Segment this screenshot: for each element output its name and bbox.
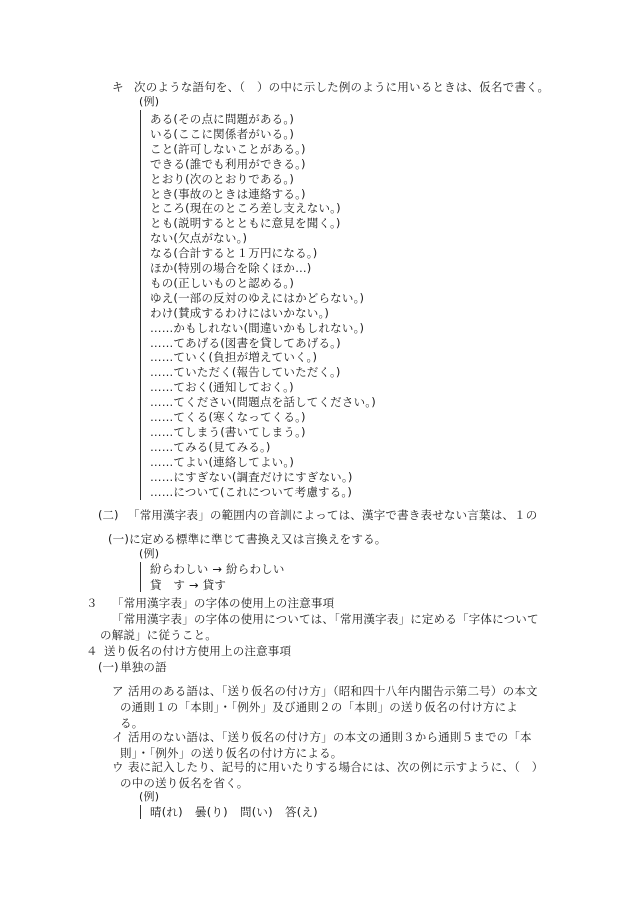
ki-example-item: とき(事故のときは連絡する。) [150, 186, 306, 201]
ki-example-item: わけ(賛成するわけにはいかない。) [150, 305, 330, 320]
item-u-line2: の中の送り仮名を省く。 [120, 776, 249, 790]
ki-example-item: できる(誰でも利用ができる。) [150, 156, 306, 171]
ki-intro-text: 次のような語句を、（ ）の中に示した例のように用いるときは、仮名で書く。 [134, 80, 550, 94]
item-marker-ki: キ [112, 80, 124, 94]
section2-example-label: (例) [139, 547, 160, 560]
section4-example-1: 晴(れ) [150, 805, 183, 819]
section2-line2: (一)に定める標準に準じて書換え又は言換えをする。 [108, 532, 387, 546]
sub1-marker: (一) [98, 660, 119, 674]
ki-example-item: もの(正しいものと認める。) [150, 275, 295, 290]
ki-example-item: ……てみる(見てみる。) [150, 439, 271, 454]
ki-example-item: ……ておく(通知しておく。) [150, 380, 294, 395]
item-a-line3: る。 [120, 716, 144, 730]
item-i-line1: 活用のない語は、「送り仮名の付け方」の本文の通則３から通則５までの「本 [128, 730, 532, 744]
section3-line2: の解説」に従うこと。 [100, 628, 217, 642]
ki-example-item: ……てください(問題点を話してください。) [150, 395, 376, 410]
ki-example-bracket [140, 110, 141, 500]
section4-example-label: (例) [139, 790, 160, 803]
section2-example-2: 貸 す → 貸す [150, 578, 227, 592]
item-a-line1: 活用のある語は、「送り仮名の付け方」（昭和四十八年内閣告示第二号）の本文 [128, 684, 538, 698]
section2-example-bracket [140, 562, 141, 592]
item-marker-i: イ [112, 730, 124, 744]
ki-example-item: ……ていただく(報告していただく。) [150, 365, 341, 380]
ki-example-item: ほか(特別の場合を除くほか…) [150, 261, 312, 275]
ki-example-item: ……てよい(連絡してよい。) [150, 454, 295, 469]
ki-example-item: とも(説明するとともに意見を聞く。) [150, 216, 341, 231]
section-marker-4: ４ [86, 644, 98, 658]
section2-line1: 「常用漢字表」の範囲内の音訓によっては、漢字で書き表せない言葉は、１の [128, 508, 538, 522]
ki-example-item: ……について(これについて考慮する。) [150, 484, 353, 499]
item-marker-a: ア [112, 684, 124, 698]
item-marker-u: ウ [112, 760, 124, 774]
section-marker-3: ３ [86, 596, 98, 610]
item-a-line2: の通則１の「本則」・「例外」及び通則２の「本則」の送り仮名の付け方によ [120, 700, 518, 714]
section3-line1: 「常用漢字表」の字体の使用については、「常用漢字表」に定める「字体について [112, 612, 539, 626]
ki-example-item: こと(許可しないことがある。) [150, 141, 306, 156]
ki-example-item: ……かもしれない(間違いかもしれない。) [150, 320, 365, 335]
item-u-line1: 表に記入したり、記号的に用いたりする場合には、次の例に示すように、（ ） [128, 760, 544, 774]
ki-example-item: いる(ここに関係者がいる。) [150, 126, 295, 141]
ki-example-label: (例) [139, 95, 160, 108]
ki-example-item: ……ていく(負担が増えていく。) [150, 350, 318, 365]
ki-example-item: ……にすぎない(調査だけにすぎない。) [150, 469, 353, 484]
item-marker-2: (二) [98, 508, 119, 522]
section4-example-bracket [140, 805, 141, 819]
item-i-line2: 則」・「例外」の送り仮名の付け方による。 [120, 746, 343, 760]
ki-example-item: ない(欠点がない。) [150, 231, 248, 246]
ki-example-item: ゆえ(一部の反対のゆえにはかどらない。) [150, 290, 365, 305]
section3-title: 「常用漢字表」の字体の使用上の注意事項 [112, 596, 335, 610]
ki-example-item: ところ(現在のところ差し支えない。) [150, 201, 341, 216]
section4-example-3: 問(い) [240, 805, 273, 819]
sub1-title: 単独の語 [120, 660, 167, 674]
ki-example-item: とおり(次のとおりである。) [150, 171, 295, 186]
ki-example-item: なる(合計すると１万円になる。) [150, 246, 318, 261]
ki-example-item: ある(その点に問題がある。) [150, 112, 295, 126]
section4-example-2: 曇(り) [195, 805, 228, 819]
section4-title: 送り仮名の付け方使用上の注意事項 [104, 644, 292, 658]
ki-example-item: ……てあげる(図書を貸してあげる。) [150, 335, 341, 350]
section4-example-4: 答(え) [285, 805, 318, 819]
ki-example-item: ……てくる(寒くなってくる。) [150, 410, 306, 424]
section2-example-1: 紛らわしい → 紛らわしい [150, 562, 285, 576]
ki-example-item: ……てしまう(書いてしまう。) [150, 424, 306, 439]
